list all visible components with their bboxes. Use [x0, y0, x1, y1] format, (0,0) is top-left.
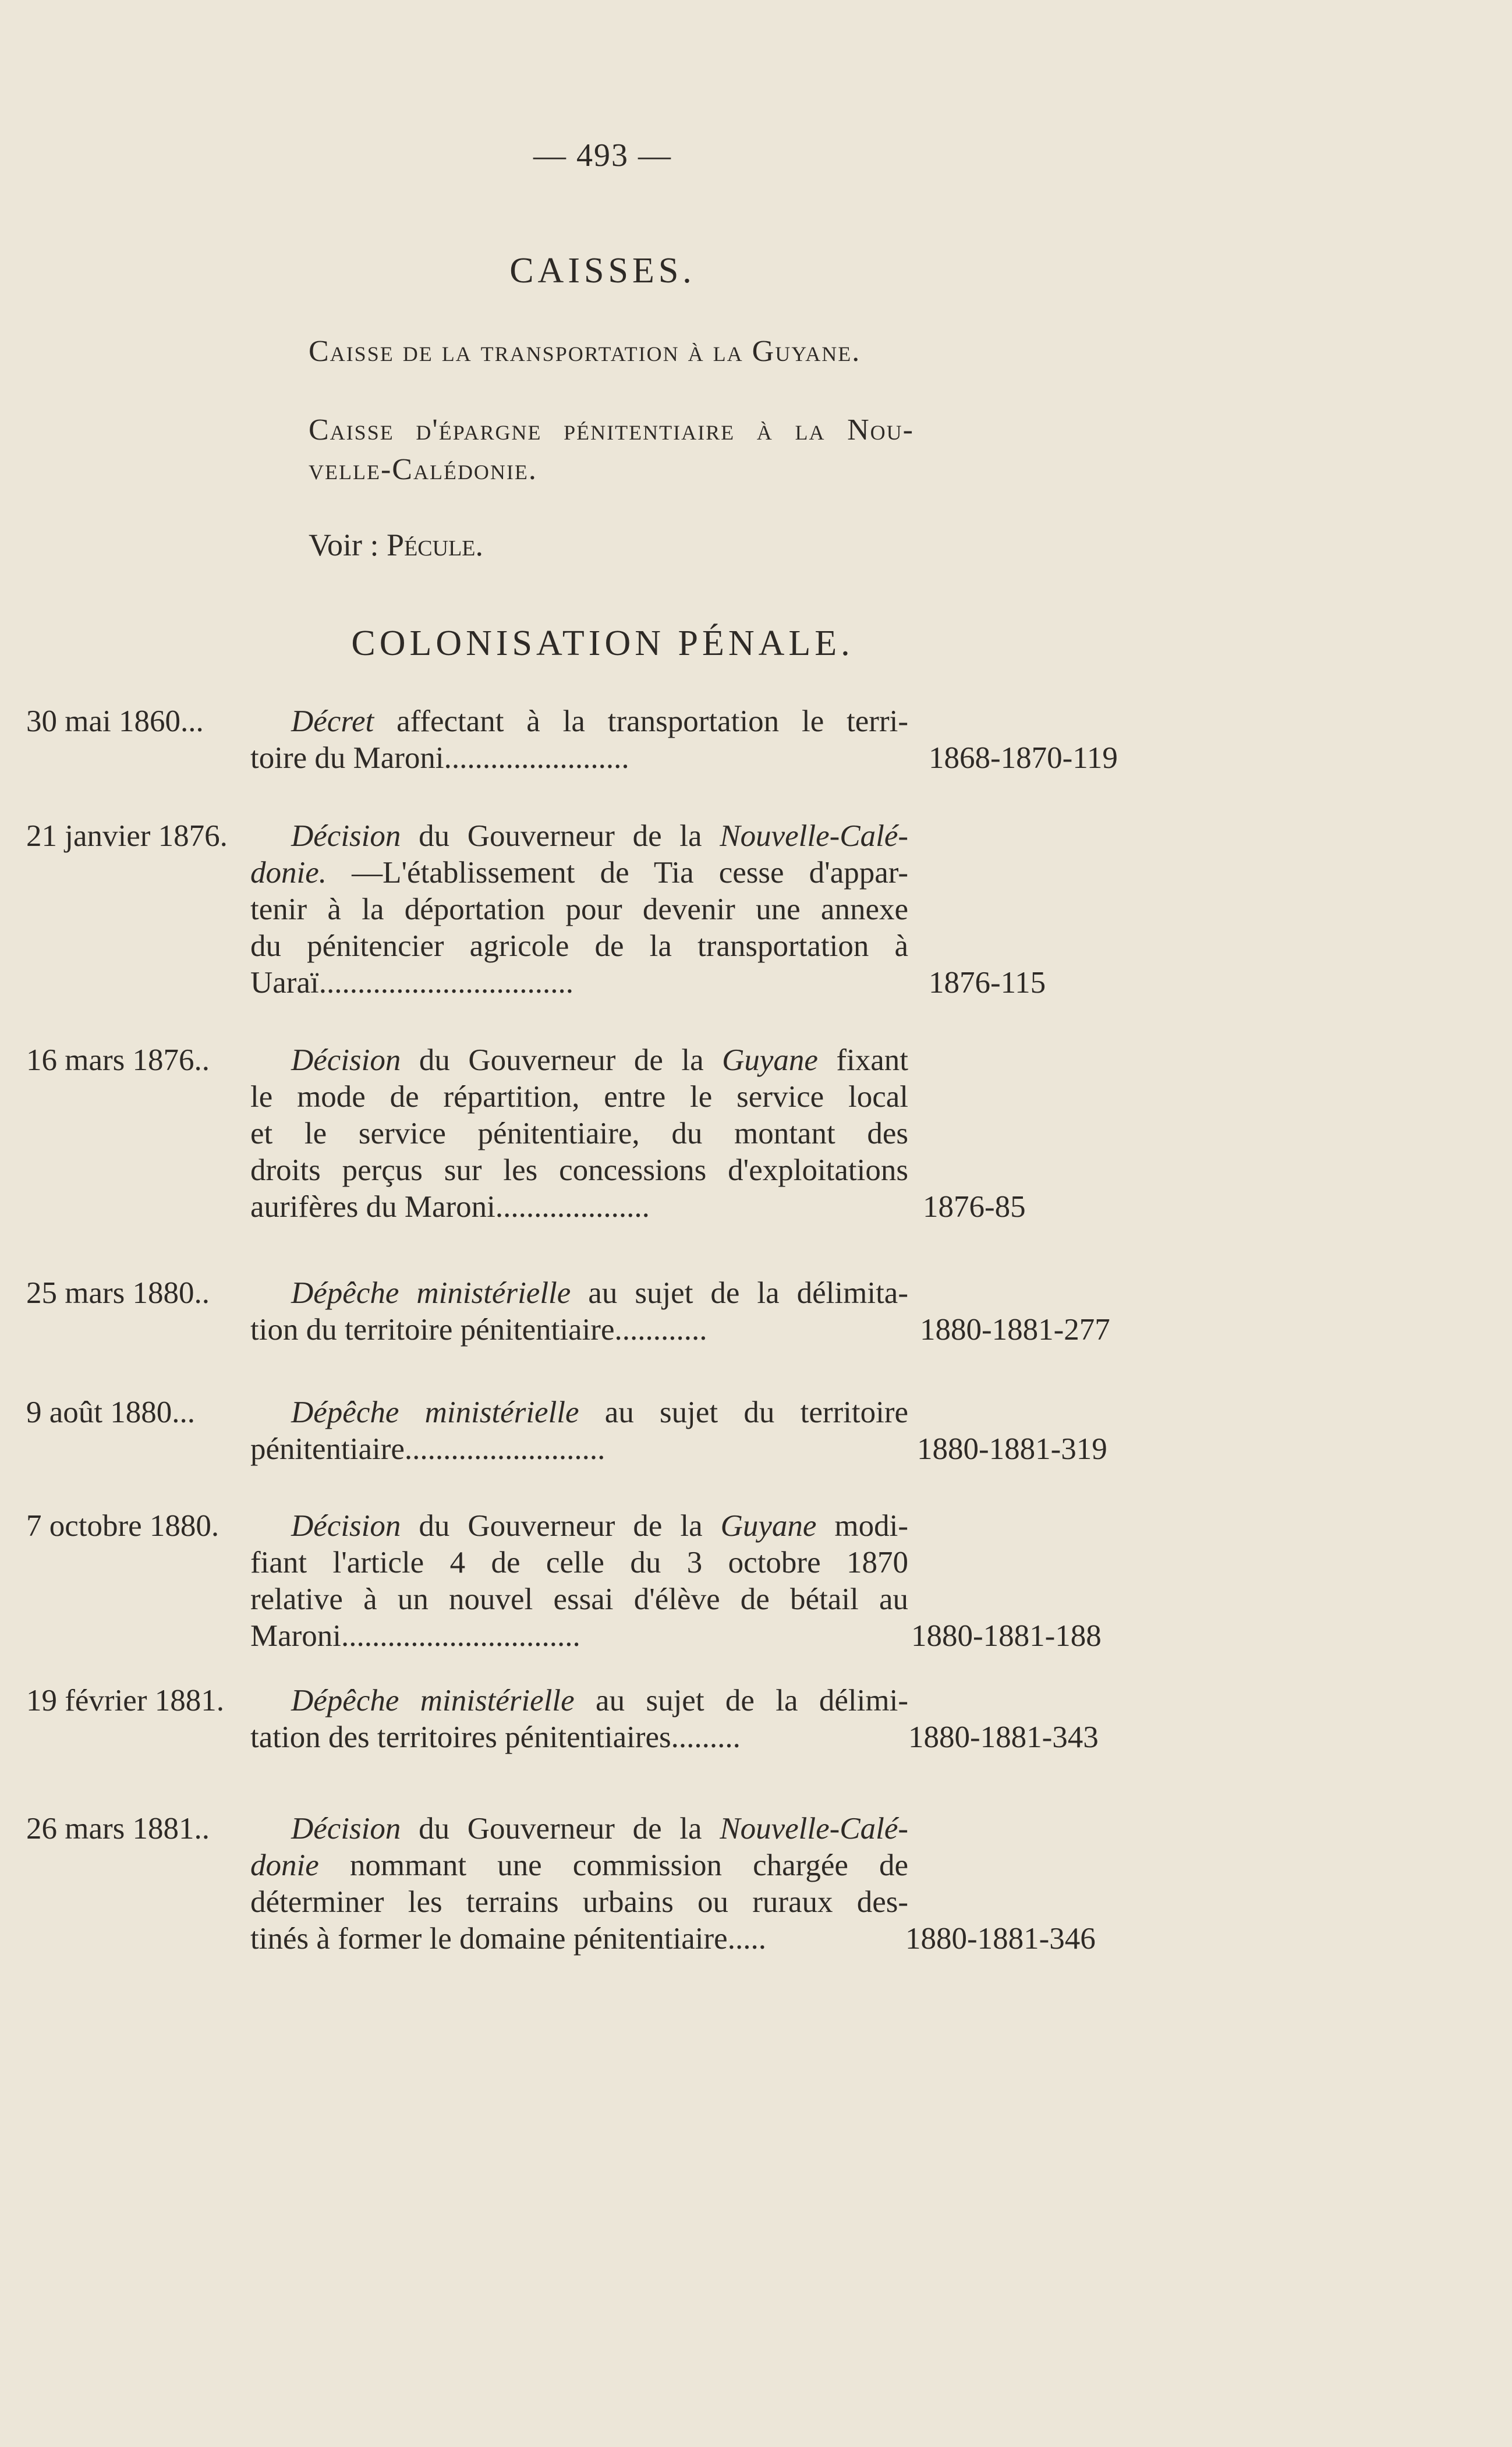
entry-line — [250, 1921, 908, 1957]
page-number: — 493 — — [533, 137, 672, 173]
text-run: aurifères du Maroni.................... — [250, 1190, 650, 1224]
italic-term: Dépêche ministérielle — [291, 1396, 579, 1429]
entry-line — [250, 1312, 908, 1348]
entry-date: 26 mars 1881.. — [26, 1812, 210, 1846]
text-run: —L'établissement de Tia cesse d'appar- — [327, 856, 908, 890]
entry-line — [250, 818, 908, 855]
text-run: du pénitencier agricole de la transportation à — [250, 929, 908, 963]
text-run: droits perçus sur les concessions d'exploitations — [250, 1153, 908, 1187]
caisse-epargne-line-1: Caisse d'épargne pénitentiaire à la Nou- — [309, 413, 914, 447]
text-run: au sujet de la délimi- — [574, 1684, 908, 1717]
section-title-caisses: CAISSES. — [509, 251, 696, 291]
entry-reference: 1876-115 — [929, 966, 1046, 1000]
section-title-colonisation-penale: COLONISATION PÉNALE. — [351, 624, 854, 663]
entry-line — [250, 1683, 908, 1719]
text-run: tation des territoires pénitentiaires......... — [250, 1720, 741, 1754]
caisse-epargne-heading — [309, 410, 914, 490]
entry-description — [250, 1042, 908, 1226]
entry-reference: 1880-1881-188 — [911, 1619, 1102, 1653]
text-run: tion du territoire pénitentiaire............ — [250, 1313, 707, 1347]
entry-reference: 1880-1881-319 — [917, 1432, 1107, 1466]
italic-term: Décision — [291, 1509, 401, 1543]
text-run: relative à un nouvel essai d'élève de bétail au — [250, 1582, 908, 1616]
text-run: du Gouverneur de la — [401, 1043, 723, 1077]
entry-line — [250, 1079, 908, 1116]
entry-line — [250, 1152, 908, 1189]
entry-line — [250, 1508, 908, 1545]
entry-line — [250, 965, 908, 1001]
text-run: du Gouverneur de la — [401, 819, 720, 853]
entry-line — [250, 1042, 908, 1079]
text-run: du Gouverneur de la — [401, 1812, 720, 1846]
entry-date: 21 janvier 1876. — [26, 819, 228, 853]
entry-description — [250, 1394, 908, 1468]
entry-line — [250, 891, 908, 928]
entry-line — [250, 1581, 908, 1618]
entry-line — [250, 1275, 908, 1312]
see-also-label: Voir : — [309, 527, 387, 562]
entry-line — [250, 740, 908, 777]
entry-reference: 1876-85 — [923, 1190, 1026, 1224]
entry-date: 16 mars 1876.. — [26, 1043, 210, 1077]
text-run: le mode de répartition, entre le service local — [250, 1080, 908, 1114]
italic-term: Décision — [291, 819, 401, 853]
entry-line — [250, 1545, 908, 1581]
entry-line — [250, 1884, 908, 1921]
italic-term: Nouvelle-Calé- — [720, 819, 908, 853]
caisse-transportation-heading: Caisse de la transportation à la Guyane. — [309, 335, 861, 368]
text-run: Uaraï................................. — [250, 966, 573, 1000]
entry-reference: 1880-1881-277 — [920, 1313, 1110, 1347]
text-run: fixant — [817, 1043, 909, 1077]
italic-term: Dépêche ministérielle — [291, 1684, 575, 1717]
entry-line — [250, 1189, 908, 1226]
text-run: et le service pénitentiaire, du montant des — [250, 1117, 908, 1150]
italic-term: Décision — [291, 1043, 401, 1077]
entry-description — [250, 703, 908, 777]
italic-term: Décision — [291, 1812, 401, 1846]
entry-line — [250, 1811, 908, 1847]
entry-date: 30 mai 1860... — [26, 704, 204, 738]
see-also-target: Pécule. — [387, 527, 483, 562]
text-run: tinés à former le domaine pénitentiaire..... — [250, 1922, 766, 1956]
caisse-epargne-line-2: velle-Calédonie. — [309, 453, 537, 486]
entry-date: 9 août 1880... — [26, 1396, 195, 1429]
entry-line — [250, 928, 908, 965]
italic-term: Décret — [291, 704, 374, 738]
entry-line — [250, 703, 908, 740]
text-run: tenir à la déportation pour devenir une annexe — [250, 893, 908, 926]
text-run: modi- — [816, 1509, 908, 1543]
entry-description — [250, 1275, 908, 1348]
entry-date: 25 mars 1880.. — [26, 1276, 210, 1310]
see-also-reference — [309, 527, 483, 563]
entry-line — [250, 1116, 908, 1152]
text-run: au sujet de la délimita- — [571, 1276, 908, 1310]
entry-reference: 1880-1881-343 — [908, 1720, 1099, 1754]
entry-description — [250, 818, 908, 1001]
italic-term: Nouvelle-Calé- — [720, 1812, 908, 1846]
text-run: déterminer les terrains urbains ou ruraux des- — [250, 1885, 908, 1919]
text-run: nommant une commission chargée de — [318, 1848, 908, 1882]
entry-date: 19 février 1881. — [26, 1684, 224, 1717]
text-run: toire du Maroni........................ — [250, 741, 629, 775]
entry-date: 7 octobre 1880. — [26, 1509, 219, 1543]
entry-line — [250, 855, 908, 891]
entry-description — [250, 1683, 908, 1756]
entry-line — [250, 1719, 908, 1756]
entry-line — [250, 1394, 908, 1431]
italic-term: Guyane — [720, 1509, 817, 1543]
text-run: fiant l'article 4 de celle du 3 octobre 1870 — [250, 1546, 908, 1580]
entry-reference: 1868-1870-119 — [929, 741, 1118, 775]
italic-term: Dépêche ministérielle — [291, 1276, 571, 1310]
entry-line — [250, 1847, 908, 1884]
entry-line — [250, 1618, 908, 1655]
text-run: Maroni............................... — [250, 1619, 580, 1653]
text-run: du Gouverneur de la — [401, 1509, 721, 1543]
text-run: au sujet du territoire — [579, 1396, 908, 1429]
italic-term: donie. — [250, 856, 327, 890]
entry-reference: 1880-1881-346 — [905, 1922, 1096, 1956]
italic-term: donie — [250, 1848, 319, 1882]
entry-description — [250, 1508, 908, 1655]
italic-term: Guyane — [722, 1043, 818, 1077]
entry-description — [250, 1811, 908, 1957]
text-run: pénitentiaire.......................... — [250, 1432, 605, 1466]
entry-line — [250, 1431, 908, 1468]
text-run: affectant à la transportation le terri- — [374, 704, 908, 738]
